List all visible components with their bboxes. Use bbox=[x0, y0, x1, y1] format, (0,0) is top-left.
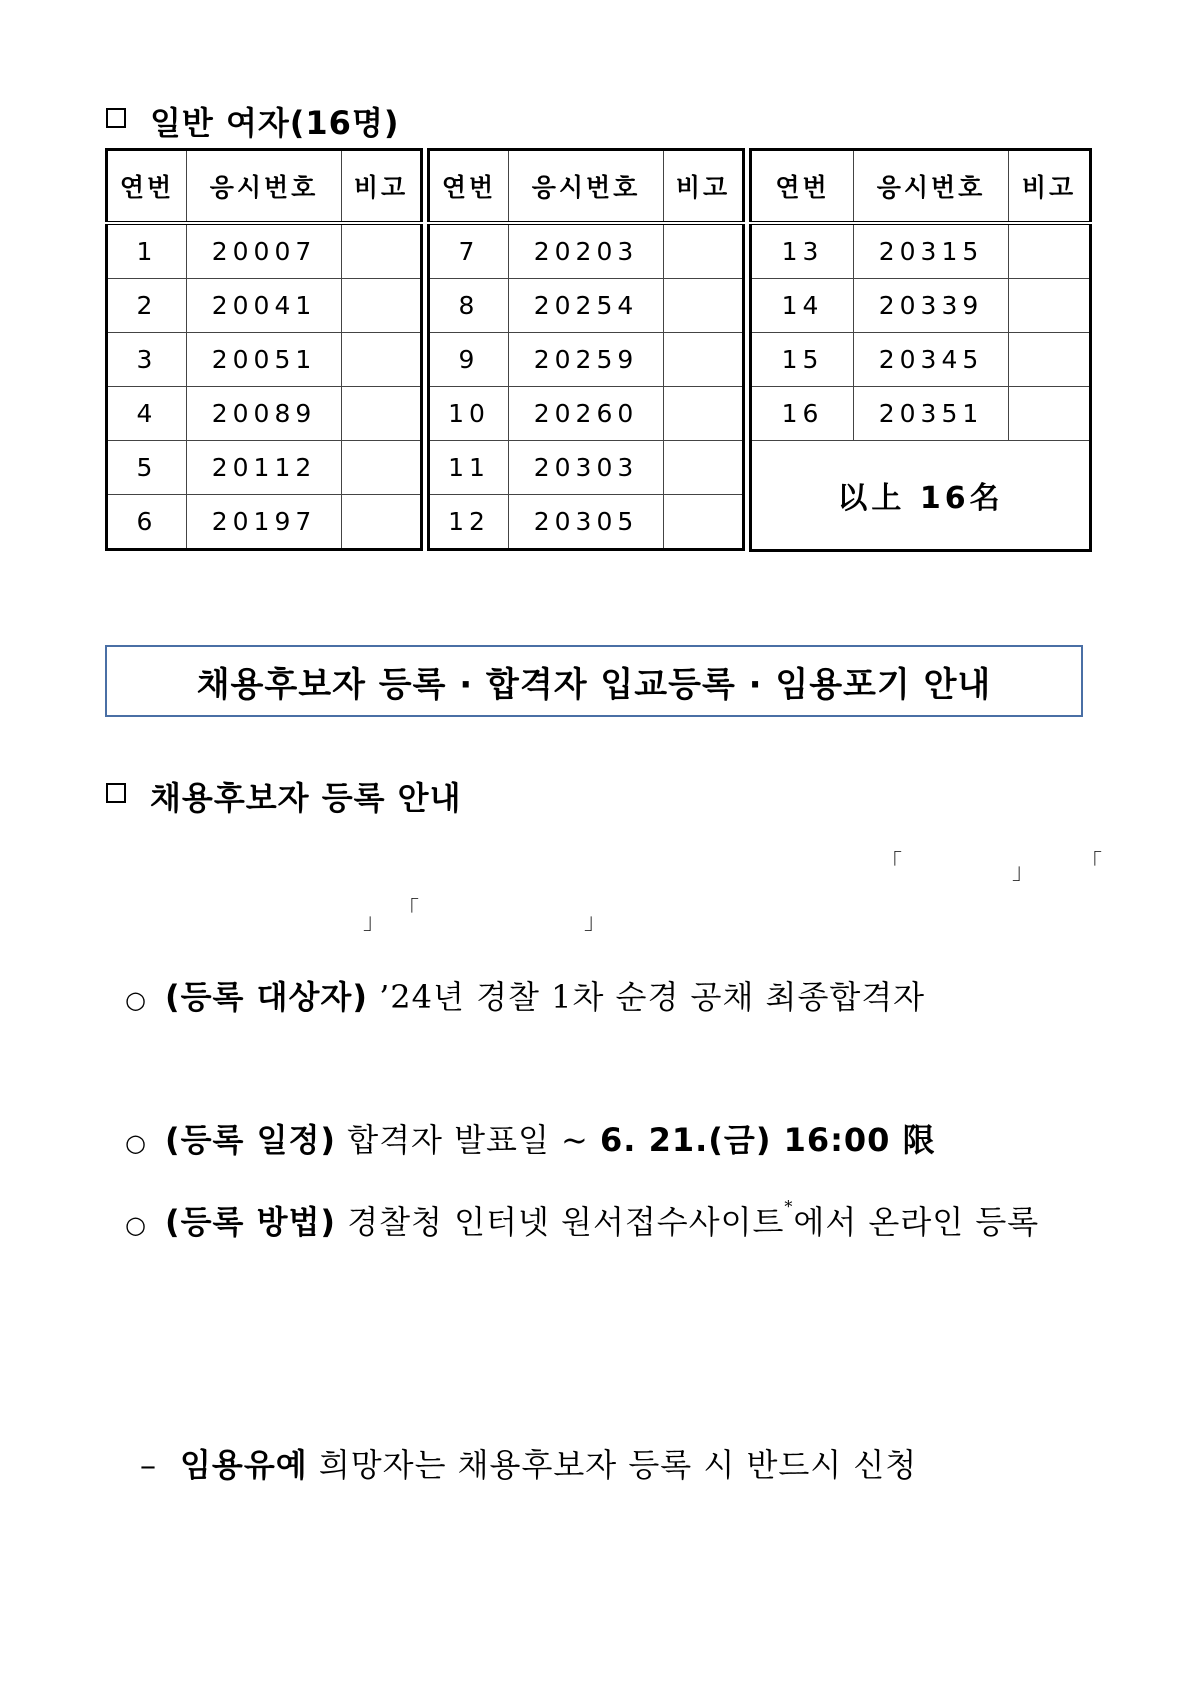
cell-no: 10 bbox=[429, 387, 509, 441]
item-label: (등록 일정) bbox=[165, 1121, 337, 1159]
roster-table-3 bbox=[749, 148, 1092, 552]
table-row bbox=[751, 333, 1091, 387]
cell-remarks bbox=[1009, 223, 1091, 279]
total-count-cell: 以上 16名 bbox=[751, 441, 1091, 551]
footnote-mark: * bbox=[784, 1197, 794, 1216]
open-bracket: 「 bbox=[397, 898, 420, 923]
item-text: 경찰청 인터넷 원서접수사이트 bbox=[336, 1203, 785, 1241]
item-label: (등록 대상자) bbox=[165, 978, 368, 1016]
table-row bbox=[107, 495, 422, 550]
cell-remarks bbox=[1009, 333, 1091, 387]
cell-remarks bbox=[664, 223, 744, 279]
cell-no: 13 bbox=[751, 223, 854, 279]
table-row bbox=[107, 223, 422, 279]
cell-exam-number: 20254 bbox=[509, 279, 664, 333]
cell-exam-number: 20007 bbox=[187, 223, 342, 279]
item-text: ’24년 경찰 1차 순경 공채 최종합격자 bbox=[367, 978, 926, 1016]
table-row bbox=[107, 279, 422, 333]
table-row bbox=[429, 495, 744, 550]
table-header-row bbox=[751, 150, 1091, 224]
cell-exam-number: 20303 bbox=[509, 441, 664, 495]
roster-table-2 bbox=[427, 148, 745, 551]
table-row bbox=[429, 279, 744, 333]
table-total-row bbox=[751, 441, 1091, 551]
header-no: 연번 bbox=[107, 150, 187, 224]
cell-remarks bbox=[664, 441, 744, 495]
item-date-tail: (금) 16:00 限 bbox=[708, 1121, 936, 1159]
cell-remarks bbox=[1009, 279, 1091, 333]
item-date: 6. 21. bbox=[600, 1121, 709, 1159]
open-bracket: 「 bbox=[880, 851, 903, 876]
cell-no: 7 bbox=[429, 223, 509, 279]
cell-exam-number: 20260 bbox=[509, 387, 664, 441]
item-registration-method bbox=[125, 1197, 1039, 1243]
cell-remarks bbox=[664, 387, 744, 441]
circle-bullet-icon: ○ bbox=[125, 1128, 147, 1157]
cell-no: 15 bbox=[751, 333, 854, 387]
header-remarks: 비고 bbox=[1009, 150, 1091, 224]
cell-no: 9 bbox=[429, 333, 509, 387]
item-registration-schedule bbox=[125, 1115, 936, 1161]
header-exam-number: 응시번호 bbox=[187, 150, 342, 224]
cell-exam-number: 20259 bbox=[509, 333, 664, 387]
header-exam-number: 응시번호 bbox=[509, 150, 664, 224]
cell-exam-number: 20089 bbox=[187, 387, 342, 441]
section-checkbox bbox=[106, 783, 126, 803]
header-exam-number: 응시번호 bbox=[854, 150, 1009, 224]
header-no: 연번 bbox=[751, 150, 854, 224]
cell-exam-number: 20041 bbox=[187, 279, 342, 333]
close-bracket: 」 bbox=[363, 910, 386, 935]
item-label: (등록 방법) bbox=[165, 1203, 337, 1241]
item-registration-target bbox=[125, 972, 925, 1018]
cell-no: 16 bbox=[751, 387, 854, 441]
item-text: 합격자 발표일 ~ bbox=[336, 1121, 601, 1159]
cell-exam-number: 20112 bbox=[187, 441, 342, 495]
cell-remarks bbox=[1009, 387, 1091, 441]
cell-no: 4 bbox=[107, 387, 187, 441]
cell-remarks bbox=[342, 333, 422, 387]
cell-exam-number: 20203 bbox=[509, 223, 664, 279]
close-bracket: 」 bbox=[584, 910, 607, 935]
cell-remarks bbox=[342, 279, 422, 333]
section-title-general-female: 일반 여자(16명) bbox=[150, 104, 400, 142]
notice-banner: 채용후보자 등록 · 합격자 입교등록 · 임용포기 안내 bbox=[105, 645, 1083, 717]
cell-exam-number: 20315 bbox=[854, 223, 1009, 279]
circle-bullet-icon: ○ bbox=[125, 985, 147, 1014]
table-row bbox=[751, 223, 1091, 279]
note-label: 임용유예 bbox=[180, 1446, 308, 1484]
cell-exam-number: 20351 bbox=[854, 387, 1009, 441]
cell-no: 2 bbox=[107, 279, 187, 333]
cell-remarks bbox=[342, 387, 422, 441]
cell-no: 8 bbox=[429, 279, 509, 333]
cell-exam-number: 20051 bbox=[187, 333, 342, 387]
cell-exam-number: 20305 bbox=[509, 495, 664, 550]
cell-exam-number: 20345 bbox=[854, 333, 1009, 387]
section-title-registration-guide: 채용후보자 등록 안내 bbox=[150, 779, 462, 817]
cell-remarks bbox=[664, 495, 744, 550]
cell-no: 11 bbox=[429, 441, 509, 495]
cell-no: 1 bbox=[107, 223, 187, 279]
cell-remarks bbox=[664, 333, 744, 387]
table-row bbox=[107, 441, 422, 495]
cell-no: 3 bbox=[107, 333, 187, 387]
table-row bbox=[751, 279, 1091, 333]
section-checkbox bbox=[106, 108, 126, 128]
header-no: 연번 bbox=[429, 150, 509, 224]
table-row bbox=[429, 387, 744, 441]
open-bracket: 「 bbox=[1080, 851, 1103, 876]
cell-remarks bbox=[342, 495, 422, 550]
table-row bbox=[429, 333, 744, 387]
cell-exam-number: 20339 bbox=[854, 279, 1009, 333]
circle-bullet-icon: ○ bbox=[125, 1210, 147, 1239]
cell-remarks bbox=[342, 223, 422, 279]
cell-remarks bbox=[342, 441, 422, 495]
cell-no: 14 bbox=[751, 279, 854, 333]
header-remarks: 비고 bbox=[342, 150, 422, 224]
table-header-row bbox=[429, 150, 744, 224]
close-bracket: 」 bbox=[1012, 860, 1035, 885]
cell-remarks bbox=[664, 279, 744, 333]
table-row bbox=[429, 441, 744, 495]
table-row bbox=[751, 387, 1091, 441]
deferral-note bbox=[140, 1440, 917, 1486]
table-row bbox=[107, 333, 422, 387]
table-row bbox=[107, 387, 422, 441]
table-header-row bbox=[107, 150, 422, 224]
roster-table-1 bbox=[105, 148, 423, 551]
note-text: 희망자는 채용후보자 등록 시 반드시 신청 bbox=[307, 1446, 918, 1484]
item-text-tail: 에서 온라인 등록 bbox=[793, 1203, 1040, 1241]
header-remarks: 비고 bbox=[664, 150, 744, 224]
dash-bullet-icon: – bbox=[140, 1446, 157, 1484]
cell-exam-number: 20197 bbox=[187, 495, 342, 550]
table-row bbox=[429, 223, 744, 279]
cell-no: 6 bbox=[107, 495, 187, 550]
cell-no: 12 bbox=[429, 495, 509, 550]
cell-no: 5 bbox=[107, 441, 187, 495]
